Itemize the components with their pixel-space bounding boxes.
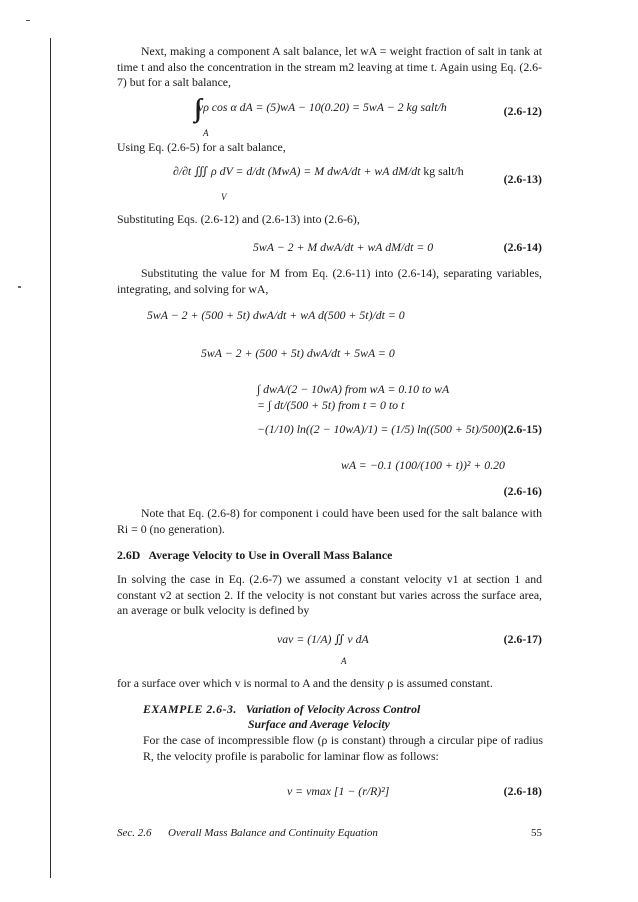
equation-2-6-13-lhs: ∂/∂t ∭ ρ dV [173, 164, 233, 178]
equation-2-6-17-body: vav = (1/A) ∬ v dA [277, 632, 369, 646]
equation-2-6-16-number: (2.6-16) [503, 484, 542, 498]
footer-section: Sec. 2.6 [117, 827, 152, 839]
scan-speck [18, 286, 21, 288]
footer-title: Overall Mass Balance and Continuity Equation [168, 827, 378, 839]
example-heading-line-2 [248, 717, 548, 733]
equation-2-6-18-body: v = vmax [1 − (r/R)²] [287, 784, 390, 798]
equation-2-6-13-number: (2.6-13) [503, 172, 542, 186]
equation-step-3: ∫ dwA/(2 − 10wA) from wA = 0.10 to wA = ∫ dt/(500 + 5t) from t = 0 to t [257, 382, 450, 412]
equation-2-6-15-body: −(1/10) ln((2 − 10wA)/1) = (1/5) ln((500 + 5t)/500) [257, 422, 504, 436]
equation-2-6-13: ∂/∂t ∭ ρ dV = d/dt (MwA) = M dwA/dt + wA dM/dt kg salt/h V (2.6-13) [117, 160, 542, 200]
page-footer [117, 826, 542, 842]
equation-2-6-16-number-row [117, 484, 542, 502]
equation-2-6-14-body: 5wA − 2 + M dwA/dt + wA dM/dt = 0 [253, 240, 434, 254]
equation-2-6-13-region: V [221, 192, 227, 202]
equation-2-6-17-number: (2.6-17) [503, 632, 542, 646]
equation-step-3-left: ∫ dwA/(2 − 10wA) from wA = 0.10 to wA [257, 382, 450, 396]
equation-2-6-12-number: (2.6-12) [503, 104, 542, 118]
equation-2-6-16 [117, 450, 542, 482]
equation-step-1-body: 5wA − 2 + (500 + 5t) dwA/dt + wA d(500 + 5t)/dt = 0 [147, 308, 405, 322]
equation-2-6-12-region: A [203, 128, 209, 138]
equation-2-6-17 [117, 624, 542, 666]
equation-step-1 [117, 300, 542, 332]
paragraph-using-eq-2-6-5: Using Eq. (2.6-5) for a salt balance, [117, 140, 286, 154]
example-title-line-1: Variation of Velocity Across Control [245, 702, 421, 716]
paragraph-surface-normal: for a surface over which v is normal to A and the density ρ is assumed constant. [117, 676, 493, 690]
equation-2-6-18 [117, 772, 542, 812]
margin-mark [26, 20, 30, 21]
equation-step-2-body: 5wA − 2 + (500 + 5t) dwA/dt + 5wA = 0 [201, 346, 395, 360]
equation-2-6-14-number: (2.6-14) [503, 240, 542, 254]
equation-2-6-15-number: (2.6-15) [503, 422, 542, 436]
equation-step-3-right: ∫ dt/(500 + 5t) from t = 0 to t [267, 398, 405, 412]
paragraph-average-velocity: In solving the case in Eq. (2.6-7) we assumed a constant velocity v1 at section 1 and constant v2 at section 2. If the velocity is not constant but varies across the surface area, an average or bulk velocity is defined by [117, 572, 542, 617]
paragraph-substituting-eqs: Substituting Eqs. (2.6-12) and (2.6-13) into (2.6-6), [117, 212, 360, 226]
equation-2-6-12 [117, 96, 542, 138]
equation-2-6-18-number: (2.6-18) [503, 784, 542, 798]
page-binding-line [50, 38, 51, 878]
equation-2-6-16-body: wA = −0.1 (100/(100 + t))² + 0.20 [341, 458, 505, 472]
paragraph-salt-balance-intro: Next, making a component A salt balance, let wA = weight fraction of salt in tank at time t and also the concentration in the stream m2 leaving at time t. Again using Eq. (2.6-7) but for a salt balance, [117, 44, 542, 89]
section-number: 2.6D [117, 548, 141, 562]
paragraph-incompressible-flow: For the case of incompressible flow (ρ is constant) through a circular pipe of radius R, the velocity profile is parabolic for laminar flow as follows: [143, 733, 543, 763]
equation-2-6-14 [117, 232, 542, 264]
section-title: Average Velocity to Use in Overall Mass Balance [148, 548, 393, 562]
equation-2-6-12-body: vρ cos α dA = (5)wA − 10(0.20) = 5wA − 2 kg salt/h [197, 100, 447, 114]
equation-2-6-13-units: kg salt/h [423, 164, 464, 178]
equation-2-6-15 [117, 414, 542, 446]
equation-2-6-17-region: A [341, 656, 347, 666]
example-label: EXAMPLE 2.6-3. [143, 702, 237, 716]
equation-step-2 [117, 338, 542, 370]
page-number: 55 [531, 827, 542, 839]
example-heading [143, 702, 543, 718]
paragraph-note-eq-2-6-8: Note that Eq. (2.6-8) for component i could have been used for the salt balance with Ri = 0 (no generation). [117, 506, 542, 536]
example-title-line-2: Surface and Average Velocity [248, 717, 390, 731]
section-heading [117, 548, 542, 564]
paragraph-substituting-value-for-m: Substituting the value for M from Eq. (2.6-11) into (2.6-14), separating variables, integrating, and solving for wA, [117, 266, 542, 296]
equation-2-6-13-mid: d/dt (MwA) = M dwA/dt + wA dM/dt [246, 164, 421, 178]
